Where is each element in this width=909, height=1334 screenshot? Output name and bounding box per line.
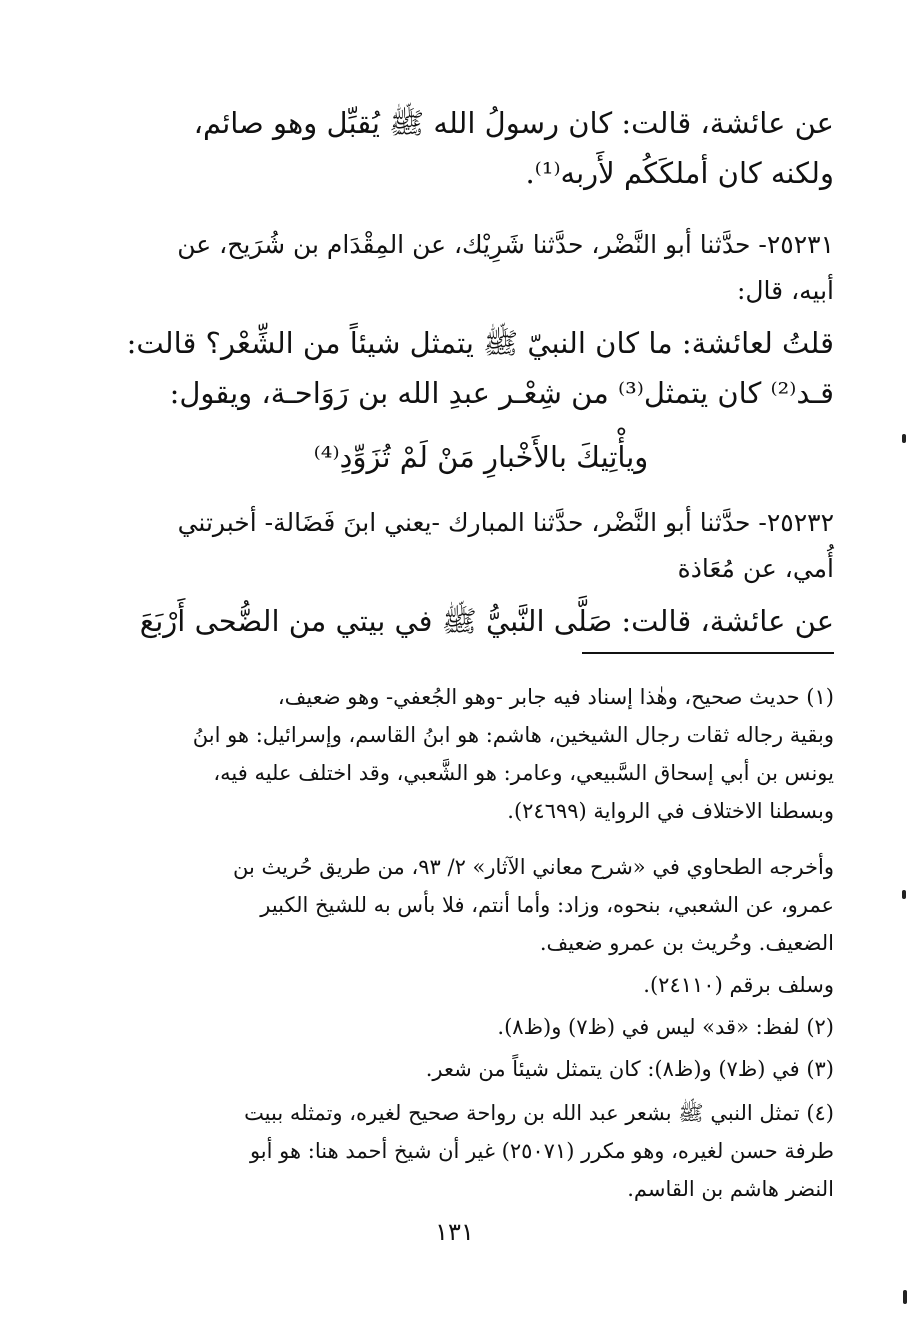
text-line: عن عائشة، قالت: كان رسولُ الله ﷺ يُقبِّل وهو صائم، [193, 106, 834, 140]
text-line: قـد⁽²⁾ كان يتمثل⁽³⁾ من شِعْـر عبدِ الله بن رَوَاحـة، ويقول: [169, 376, 834, 410]
footnote-line: عمرو، عن الشعبي، بنحوه، وزاد: وأما أنتم، فلا بأس به للشيخ الكبير [260, 893, 834, 917]
footnote-3 [128, 1050, 834, 1088]
text-line: أبيه، قال: [736, 276, 834, 305]
footnote-line: طرفة حسن لغيره، وهو مكرر (٢٥٠٧١) غير أن شيخ أحمد هنا: هو أبو [249, 1139, 834, 1163]
poetry-verse [128, 432, 834, 482]
margin-mark [903, 1290, 907, 1304]
hadith-aisha-poetry [128, 318, 834, 418]
footnote-1-cross-reference [128, 966, 834, 1004]
footnote-line: وبقية رجاله ثقات رجال الشيخين، هاشم: هو ابنُ القاسم، وإسرائيل: هو ابنُ [192, 723, 834, 747]
text-line: ٢٥٢٣١- حدَّثنا أبو النَّضْر، حدَّثنا شَرِيْك، عن المِقْدَام بن شُرَيح، عن [177, 230, 834, 259]
text-line: عن عائشة، قالت: صَلَّى النَّبيُّ ﷺ في بيتي من الضُّحى أَرْبَعَ [139, 604, 834, 638]
footnote-divider [582, 652, 834, 654]
footnote-line: النضر هاشم بن القاسم. [627, 1177, 834, 1201]
hadith-aisha-duha [128, 596, 834, 646]
footnote-2 [128, 1008, 834, 1046]
text-line: ويأْتِيكَ بالأَخْبارِ مَنْ لَمْ تُزَوِّدِ⁽⁴⁾ [313, 440, 649, 474]
footnote-line: (٣) في (ظ٧) و(ظ٨): كان يتمثل شيئاً من شعر. [425, 1057, 834, 1081]
footnote-1-continued [128, 848, 834, 962]
footnote-line: وبسطنا الاختلاف في الرواية (٢٤٦٩٩). [507, 799, 834, 823]
text-line: ولكنه كان أملكَكُم لأَربه⁽¹⁾. [525, 156, 834, 190]
footnote-line: وسلف برقم (٢٤١١٠). [643, 973, 834, 997]
footnote-1 [128, 678, 834, 830]
footnote-line: وأخرجه الطحاوي في «شرح معاني الآثار» ٢/ ٩٣، من طريق حُريث بن [233, 855, 834, 879]
footnote-line: يونس بن أبي إسحاق السَّبيعي، وعامر: هو الشَّعبي، وقد اختلف عليه فيه، [213, 761, 834, 785]
isnad-25232 [128, 500, 834, 592]
page-number: ١٣١ [435, 1218, 474, 1246]
text-line: قلتُ لعائشة: ما كان النبيّ ﷺ يتمثل شيئاً من الشِّعْر؟ قالت: [126, 326, 834, 360]
footnote-line: (٤) تمثل النبي ﷺ بشعر عبد الله بن رواحة صحيح لغيره، وتمثله ببيت [244, 1101, 834, 1125]
isnad-25231 [128, 222, 834, 314]
hadith-aisha-kiss [128, 98, 834, 198]
text-line: ٢٥٢٣٢- حدَّثنا أبو النَّضْر، حدَّثنا المبارك -يعني ابنَ فَضَالة- أخبرتني [177, 508, 834, 537]
footnote-line: الضعيف. وحُريث بن عمرو ضعيف. [539, 931, 834, 955]
margin-mark [902, 890, 906, 899]
footnote-4 [128, 1094, 834, 1208]
footnote-line: (١) حديث صحيح، وهٰذا إسناد فيه جابر -وهو الجُعفي- وهو ضعيف، [277, 685, 834, 709]
footnote-line: (٢) لفظ: «قد» ليس في (ظ٧) و(ظ٨). [497, 1015, 834, 1039]
text-line: أُمي، عن مُعَاذة [677, 554, 834, 583]
margin-mark [902, 434, 906, 443]
